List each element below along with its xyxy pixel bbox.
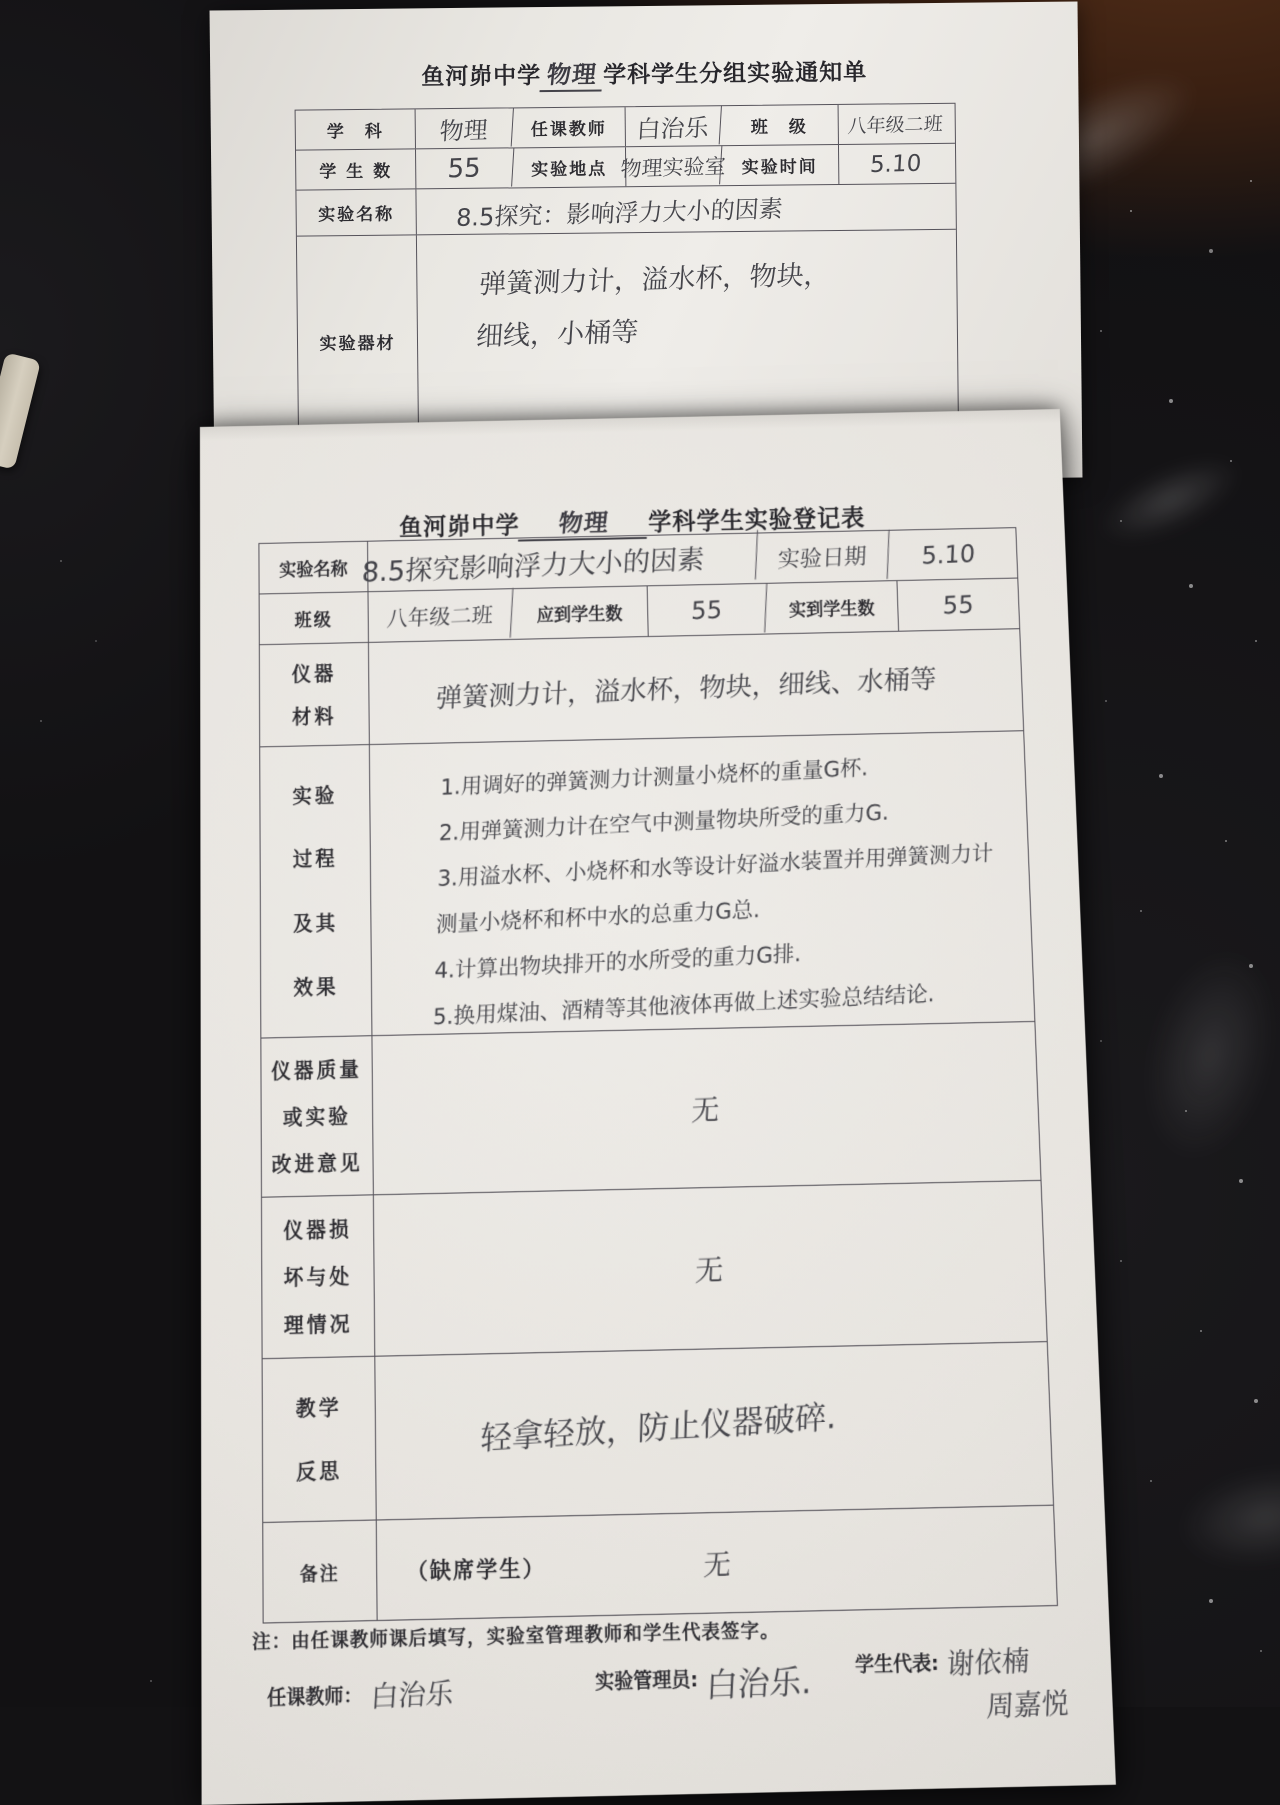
teacher-label: 任课教师 [513,107,626,147]
process-step: 4.计算出物块排开的水所受的重力G排. [434,941,802,984]
reflection-value: 轻拿轻放，防止仪器破碎. [479,1398,837,1459]
actual-count-value: 55 [942,589,975,620]
register-title-suffix: 学科学生实验登记表 [647,505,866,536]
table-row [263,1342,1053,1523]
equipment-label: 实验器材 [297,235,419,446]
time-label: 实验时间 [721,145,839,185]
expected-count-value: 55 [647,583,767,637]
teacher-signature-value: 白治乐 [369,1677,455,1715]
apparatus-label: 仪器 材料 [260,643,370,746]
experiment-date-label: 实验日期 [756,530,890,585]
class-value: 八年级二班 [846,113,944,138]
teacher-signature [267,1672,454,1717]
damage-value: 无 [694,1253,724,1289]
class-value: 八年级二班 [367,588,513,643]
equipment-value: 弹簧测力计，溢水杯，物块，细线，小桶等 [475,259,832,353]
subject-label: 学 科 [296,109,416,149]
register-form-paper [200,409,1116,1805]
manager-signature [595,1655,813,1709]
notice-subject-handwritten: 物理 [539,54,604,92]
experiment-name-label: 实验名称 [259,542,368,594]
location-value: 物理实验室 [625,145,722,187]
table-row [260,731,1034,1038]
register-title-prefix: 鱼河峁中学 [398,512,520,542]
experiment-name-value: 8.5探究：影响浮力大小的因素 [455,194,784,232]
actual-count-label: 实到学生数 [766,581,900,633]
expected-count-label: 应到学生数 [512,586,649,639]
class-label: 班 级 [721,105,839,145]
process-step: 2.用弹簧测力计在空气中测量物块所受的重力G. [438,799,889,846]
student-signatures [854,1638,1070,1727]
damage-label: 仪器损 坏与处 理情况 [262,1195,375,1358]
remark-value: 无 [702,1548,732,1583]
apparatus-value: 弹簧测力计，溢水杯，物块，细线、水桶等 [434,664,937,715]
table-row [296,104,955,151]
teacher-signature-label: 任课教师： [267,1684,363,1711]
student-signature-label: 学生代表: [854,1652,940,1678]
chalk-dust-speckles [0,0,2,2]
register-subject-handwritten: 物理 [518,502,650,542]
register-form-table [258,527,1058,1623]
table-row [261,1022,1040,1198]
footnote: 注：由任课教师课后填写，实验室管理教师和学生代表签字。 [252,1619,780,1654]
remark-label: 备注 [263,1521,377,1623]
process-step: 1.用调好的弹簧测力计测量小烧杯的重量G杯. [440,755,869,800]
notice-title-suffix: 学科学生分组实验通知单 [603,59,868,89]
quality-value: 无 [690,1093,720,1129]
student-signature-value: 周嘉悦 [986,1687,1070,1725]
manager-signature-value: 白治乐. [705,1662,813,1707]
experiment-date-value: 5.10 [921,539,976,570]
subject-value: 物理 [415,108,514,150]
student-count-value: 55 [415,148,514,190]
table-row [260,629,1023,747]
manager-signature-label: 实验管理员: [594,1668,699,1695]
notice-title-prefix: 鱼河峁中学 [421,63,542,91]
process-label: 实验 过程 及其 效果 [260,745,372,1037]
experiment-name-label: 实验名称 [296,189,416,235]
student-count-label: 学 生 数 [296,149,416,189]
notice-form-title [210,49,1078,95]
reflection-label: 教学 反思 [263,1357,377,1522]
notice-form-table [295,103,960,448]
table-row [262,1181,1047,1359]
time-value: 5.10 [869,150,923,178]
location-label: 实验地点 [513,147,626,187]
process-steps [370,731,1034,1035]
process-step: 3.用溢水杯、小烧杯和水等设计好溢水装置并用弹簧测力计测量小烧杯和杯中水的总重力G总. [435,840,994,938]
table-row [296,184,955,237]
class-label: 班级 [260,592,369,644]
absent-students-prefix: （缺席学生） [406,1554,546,1585]
teacher-value: 白治乐 [625,105,722,147]
experiment-name-value: 8.5探究影响浮力大小的因素 [358,530,758,595]
student-signature-value: 谢依楠 [946,1645,1031,1682]
process-step: 5.换用煤油、酒精等其他液体再做上述实验总结结论. [432,981,935,1030]
quality-label: 仪器质量 或实验 改进意见 [261,1036,373,1196]
